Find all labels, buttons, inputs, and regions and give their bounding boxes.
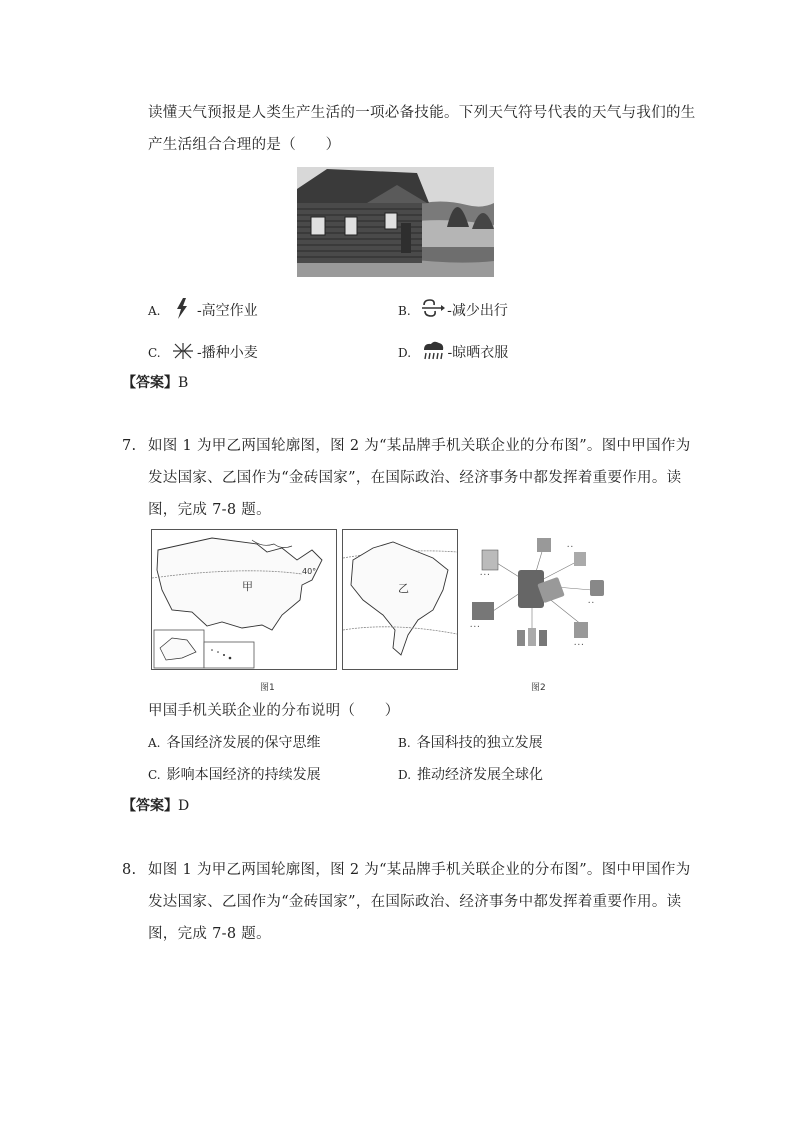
q7-answer [122,795,189,815]
option-letter: B. [398,304,411,318]
q7-stem-line2: 发达国家、乙国作为“金砖国家”，在国际政治、经济事务中都发挥着重要作用。读 [148,470,682,486]
option-letter: C. [148,768,161,782]
option-text: 各国经济发展的保守思维 [166,735,321,751]
option-text: 影响本国经济的持续发展 [166,767,321,783]
q7-sub-question: 甲国手机关联企业的分布说明（ ） [148,703,400,719]
q8-stem-line3: 图，完成 7-8 题。 [148,926,271,942]
q7-number: 7. [122,438,137,454]
q7-option-c[interactable] [148,765,321,785]
map-label-yi: 乙 [398,582,409,595]
option-letter: D. [398,768,412,782]
lightning-icon [171,298,195,320]
option-letter: A. [148,736,161,750]
q6-stem-line2: 产生活组合合理的是（ ） [148,137,341,153]
option-text: 推动经济发展全球化 [417,767,544,783]
option-letter: D. [398,346,412,360]
q8-stem-line1: 如图 1 为甲乙两国轮廓图，图 2 为“某品牌手机关联企业的分布图”。图中甲国作为 [148,862,691,878]
option-text: -晾晒衣服 [447,345,509,361]
answer-value: B [178,375,189,391]
q6-option-c[interactable] [148,340,258,363]
option-text: 各国科技的独立发展 [416,735,543,751]
q7-stem-line3: 图，完成 7-8 题。 [148,502,271,518]
q6-option-b[interactable] [398,298,508,321]
answer-value: D [178,798,190,814]
svg-text:• • •: • • • [470,624,480,629]
svg-text:• • •: • • • [574,642,584,647]
wind-icon [421,298,445,320]
q6-option-d[interactable] [398,340,508,363]
fig1-caption: 图1 [260,683,275,693]
rain-cloud-icon [421,340,445,362]
q6-option-a[interactable] [148,298,258,321]
phone-enterprise-diagram [462,530,622,670]
map-label-jia: 甲 [242,580,253,593]
frost-icon [171,340,195,362]
map-brazil [342,529,458,670]
q6-answer [122,372,188,392]
option-text: -减少出行 [447,303,508,319]
q8-stem-line2: 发达国家、乙国作为“金砖国家”，在国际政治、经济事务中都发挥着重要作用。读 [148,894,682,910]
svg-text:• •: • • [588,600,594,605]
answer-label: 【答案】 [122,798,178,814]
option-text: -高空作业 [196,303,258,319]
q6-stem-line1: 读懂天气预报是人类生产生活的一项必备技能。下列天气符号代表的天气与我们的生 [148,105,696,121]
svg-text:• • •: • • • [480,572,490,577]
q8-number: 8. [122,862,137,878]
option-letter: C. [148,346,161,360]
fig2-caption: 图2 [531,683,546,693]
q7-stem-line1: 如图 1 为甲乙两国轮廓图，图 2 为“某品牌手机关联企业的分布图”。图中甲国作为 [148,438,691,454]
q7-option-b[interactable] [398,733,543,753]
map-usa [151,529,337,670]
option-letter: B. [398,736,411,750]
q7-option-a[interactable] [148,733,320,753]
log-house-photo [297,167,494,277]
svg-text:• •: • • [567,544,573,549]
option-text: -播种小麦 [197,345,258,361]
answer-label: 【答案】 [122,375,178,391]
q7-option-d[interactable] [398,765,543,785]
lat-label: 40° [302,567,317,576]
option-letter: A. [148,304,161,318]
